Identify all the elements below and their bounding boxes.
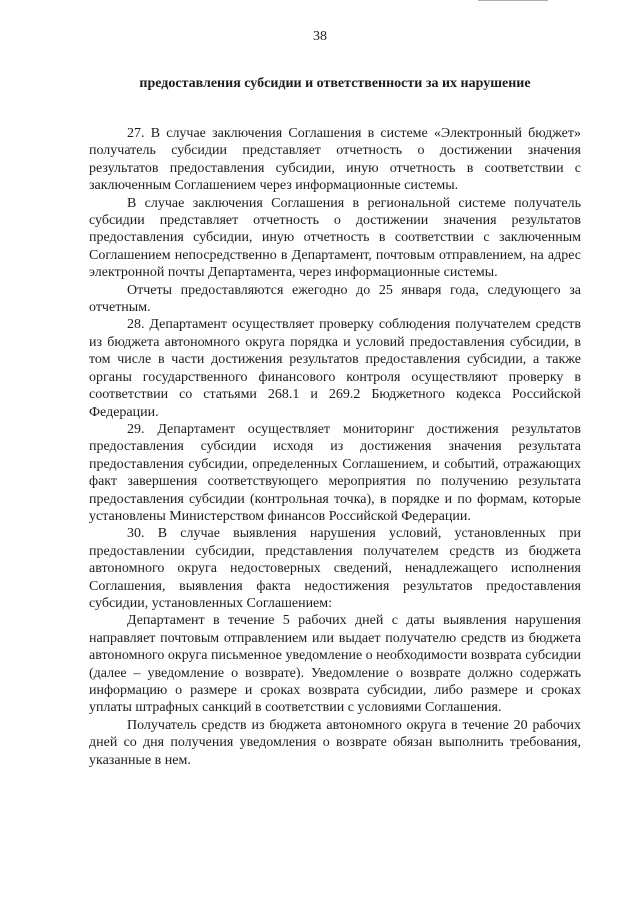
paragraph: Департамент в течение 5 рабочих дней с даты выявления нарушения направляет почтовым отправлением или выдает получателю средств из бюджета автономного округа письменное уведомление о необходимости возврата субсидии (далее – уведомление о возврате). Уведомление о возврате должно содержать информацию о размере и сроках возврата субсидии, либо размере и сроках уплаты штрафных санкций в соответствии с условиями Соглашения. bbox=[89, 613, 581, 716]
document-body bbox=[89, 125, 581, 769]
scan-edge-mark bbox=[478, 0, 548, 4]
paragraph: Отчеты предоставляются ежегодно до 25 января года, следующего за отчетным. bbox=[89, 282, 581, 316]
section-heading: предоставления субсидии и ответственности за их нарушение bbox=[139, 76, 531, 91]
paragraph: 29. Департамент осуществляет мониторинг достижения результатов предоставления субсидии исходя из достижения значения результата предоставления субсидии, определенных Соглашением, и событий, отражающих факт завершения соответствующего мероприятия по получению результата предоставления субсидии (контрольная точка), в порядке и по формам, которые установлены Министерством финансов Российской Федерации. bbox=[89, 421, 581, 524]
paragraph: Получатель средств из бюджета автономного округа в течение 20 рабочих дней со дня получения уведомления о возврате обязан выполнить требования, указанные в нем. bbox=[89, 717, 581, 768]
paragraph: 27. В случае заключения Соглашения в системе «Электронный бюджет» получатель субсидии представляет отчетность о достижении значения результатов предоставления субсидии, иную отчетность в соответствии с заключенным Соглашением через информационные системы. bbox=[89, 126, 581, 194]
paragraph: В случае заключения Соглашения в региональной системе получатель субсидии представляет отчетность о достижении значения результатов предоставления субсидии, иную отчетность в соответствии с заключенным Соглашением непосредственно в Департамент, почтовым отправлением, на адрес электронной почты Департамента, через информационные системы. bbox=[89, 195, 581, 281]
page-number: 38 bbox=[313, 29, 327, 44]
paragraph: 28. Департамент осуществляет проверку соблюдения получателем средств из бюджета автономного округа порядка и условий предоставления субсидии, в том числе в части достижения результатов предоставления субсидии, а также органы государственного финансового контроля осуществляют проверку в соответствии со статьями 268.1 и 269.2 Бюджетного кодекса Российской Федерации. bbox=[89, 317, 581, 420]
paragraph: 30. В случае выявления нарушения условий, установленных при предоставлении субсидии, представления получателем средств из бюджета автономного округа недостоверных сведений, ненадлежащего исполнения Соглашения, выявления факта недостижения результатов предоставления субсидии, установленных Соглашением: bbox=[89, 526, 581, 611]
